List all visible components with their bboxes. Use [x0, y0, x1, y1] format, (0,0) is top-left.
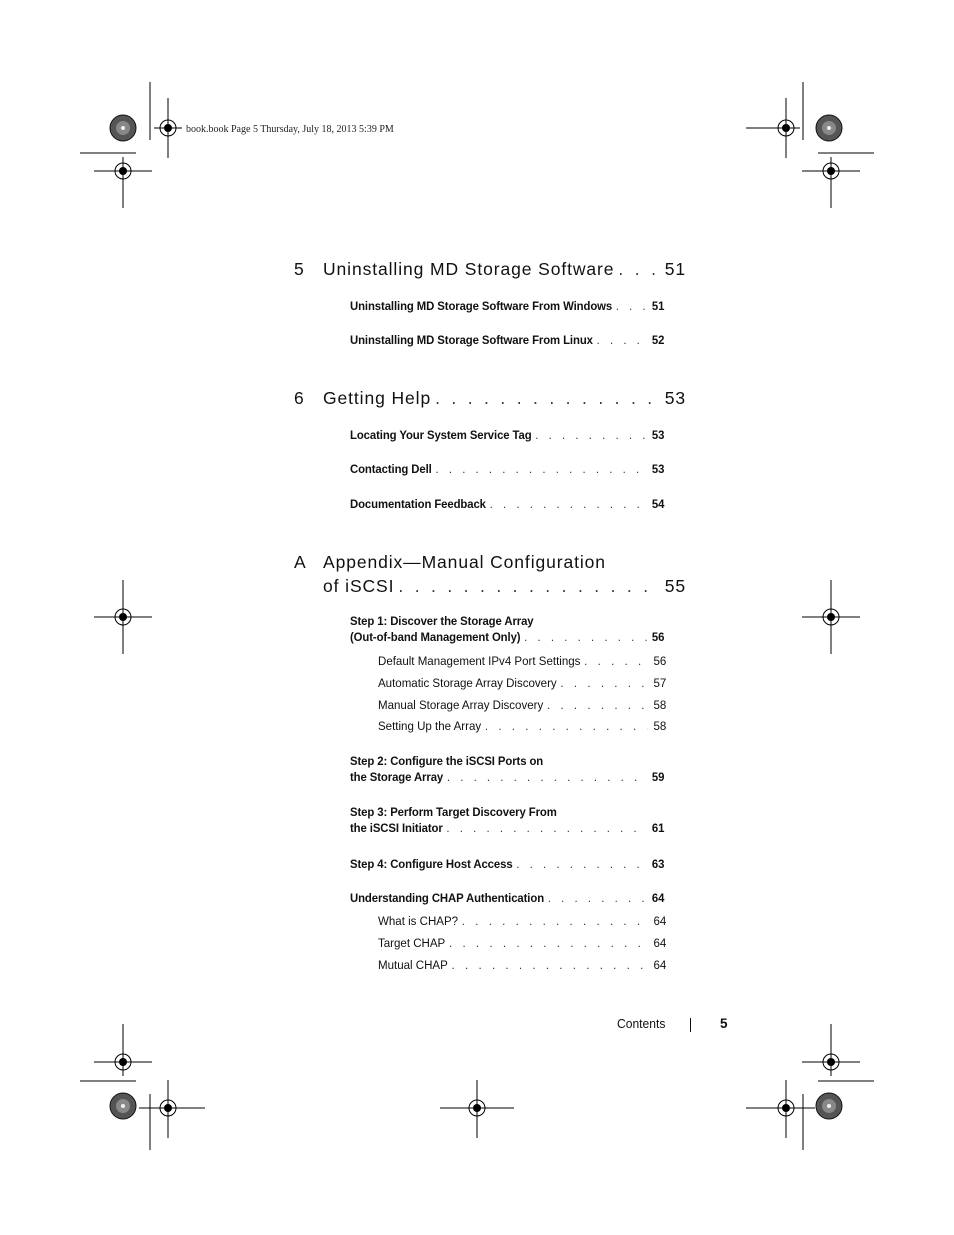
subsection-title: Automatic Storage Array Discovery — [378, 676, 557, 690]
subsection-entry[interactable] — [378, 698, 666, 712]
dot-leader — [435, 462, 646, 476]
subsection-page: 57 — [653, 676, 667, 690]
section-title-line1: Step 1: Discover the Storage Array — [350, 614, 534, 628]
dot-leader — [398, 576, 658, 597]
chapter-title: of iSCSI — [323, 576, 395, 596]
dot-leader — [452, 958, 648, 972]
section-entry[interactable] — [350, 333, 664, 347]
dot-leader — [524, 630, 646, 644]
dot-leader — [516, 857, 646, 871]
section-page: 56 — [651, 630, 665, 644]
section-title: (Out-of-band Management Only) — [350, 630, 521, 644]
section-page: 54 — [651, 497, 665, 511]
dot-leader — [547, 698, 648, 712]
section-page: 64 — [651, 891, 665, 905]
section-title: Uninstalling MD Storage Software From Linux — [350, 333, 593, 347]
subsection-entry[interactable] — [378, 936, 666, 950]
dot-leader — [560, 676, 647, 690]
dot-leader — [616, 299, 647, 313]
section-page: 63 — [651, 857, 665, 871]
subsection-entry[interactable] — [378, 676, 666, 690]
dot-leader — [584, 654, 648, 668]
section-entry[interactable] — [350, 891, 664, 905]
dot-leader — [485, 719, 648, 733]
section-title: Step 4: Configure Host Access — [350, 857, 513, 871]
subsection-entry[interactable] — [378, 654, 666, 668]
subsection-page: 64 — [653, 958, 667, 972]
chapter-number: A — [294, 552, 307, 572]
chapter-page: 51 — [664, 259, 686, 279]
chapter-entry-5[interactable] — [294, 259, 686, 280]
dot-leader — [535, 428, 646, 442]
subsection-title: Mutual CHAP — [378, 958, 448, 972]
subsection-entry[interactable] — [378, 914, 666, 928]
section-title: Documentation Feedback — [350, 497, 486, 511]
section-page: 52 — [651, 333, 665, 347]
footer-page-number: 5 — [720, 1016, 728, 1031]
chapter-entry-a[interactable] — [294, 552, 686, 597]
section-entry[interactable] — [350, 299, 664, 313]
chapter-title: Getting Help — [323, 388, 432, 408]
dot-leader — [548, 891, 647, 905]
section-entry[interactable] — [350, 614, 664, 644]
subsection-title: Manual Storage Array Discovery — [378, 698, 544, 712]
footer-section-label: Contents — [617, 1016, 666, 1031]
subsection-entry[interactable] — [378, 719, 666, 733]
section-title: Uninstalling MD Storage Software From Windows — [350, 299, 613, 313]
subsection-entry[interactable] — [378, 958, 666, 972]
subsection-page: 64 — [653, 936, 667, 950]
chapter-page: 55 — [664, 576, 686, 596]
section-entry[interactable] — [350, 857, 664, 871]
print-slug: book.book Page 5 Thursday, July 18, 2013 5:39 PM — [186, 124, 394, 135]
footer-separator — [690, 1018, 691, 1032]
chapter-number: 5 — [294, 259, 305, 279]
section-page: 61 — [651, 821, 665, 835]
dot-leader — [447, 770, 646, 784]
dot-leader — [449, 936, 648, 950]
subsection-page: 58 — [653, 698, 667, 712]
chapter-title: Uninstalling MD Storage Software — [323, 259, 615, 279]
section-title: the Storage Array — [350, 770, 444, 784]
dot-leader — [446, 821, 646, 835]
section-entry[interactable] — [350, 754, 664, 784]
subsection-page: 58 — [653, 719, 667, 733]
section-title: Locating Your System Service Tag — [350, 428, 532, 442]
dot-leader — [490, 497, 647, 511]
section-page: 59 — [651, 770, 665, 784]
chapter-number: 6 — [294, 388, 305, 408]
chapter-page: 53 — [664, 388, 686, 408]
section-page: 53 — [651, 428, 665, 442]
section-entry[interactable] — [350, 462, 664, 476]
dot-leader — [618, 259, 658, 280]
subsection-title: Default Management IPv4 Port Settings — [378, 654, 581, 668]
section-title-line1: Step 3: Perform Target Discovery From — [350, 805, 557, 819]
subsection-page: 64 — [653, 914, 667, 928]
section-title-line1: Step 2: Configure the iSCSI Ports on — [350, 754, 544, 768]
section-page: 51 — [651, 299, 665, 313]
subsection-title: What is CHAP? — [378, 914, 459, 928]
dot-leader — [597, 333, 647, 347]
chapter-entry-6[interactable] — [294, 388, 686, 409]
section-page: 53 — [651, 462, 665, 476]
subsection-page: 56 — [653, 654, 667, 668]
section-title: the iSCSI Initiator — [350, 821, 443, 835]
subsection-title: Setting Up the Array — [378, 719, 482, 733]
section-entry[interactable] — [350, 805, 664, 835]
dot-leader — [462, 914, 648, 928]
section-title: Contacting Dell — [350, 462, 432, 476]
chapter-title-line1: Appendix—Manual Configuration — [323, 552, 606, 572]
section-title: Understanding CHAP Authentication — [350, 891, 545, 905]
dot-leader — [435, 388, 659, 409]
section-entry[interactable] — [350, 497, 664, 511]
subsection-title: Target CHAP — [378, 936, 446, 950]
section-entry[interactable] — [350, 428, 664, 442]
